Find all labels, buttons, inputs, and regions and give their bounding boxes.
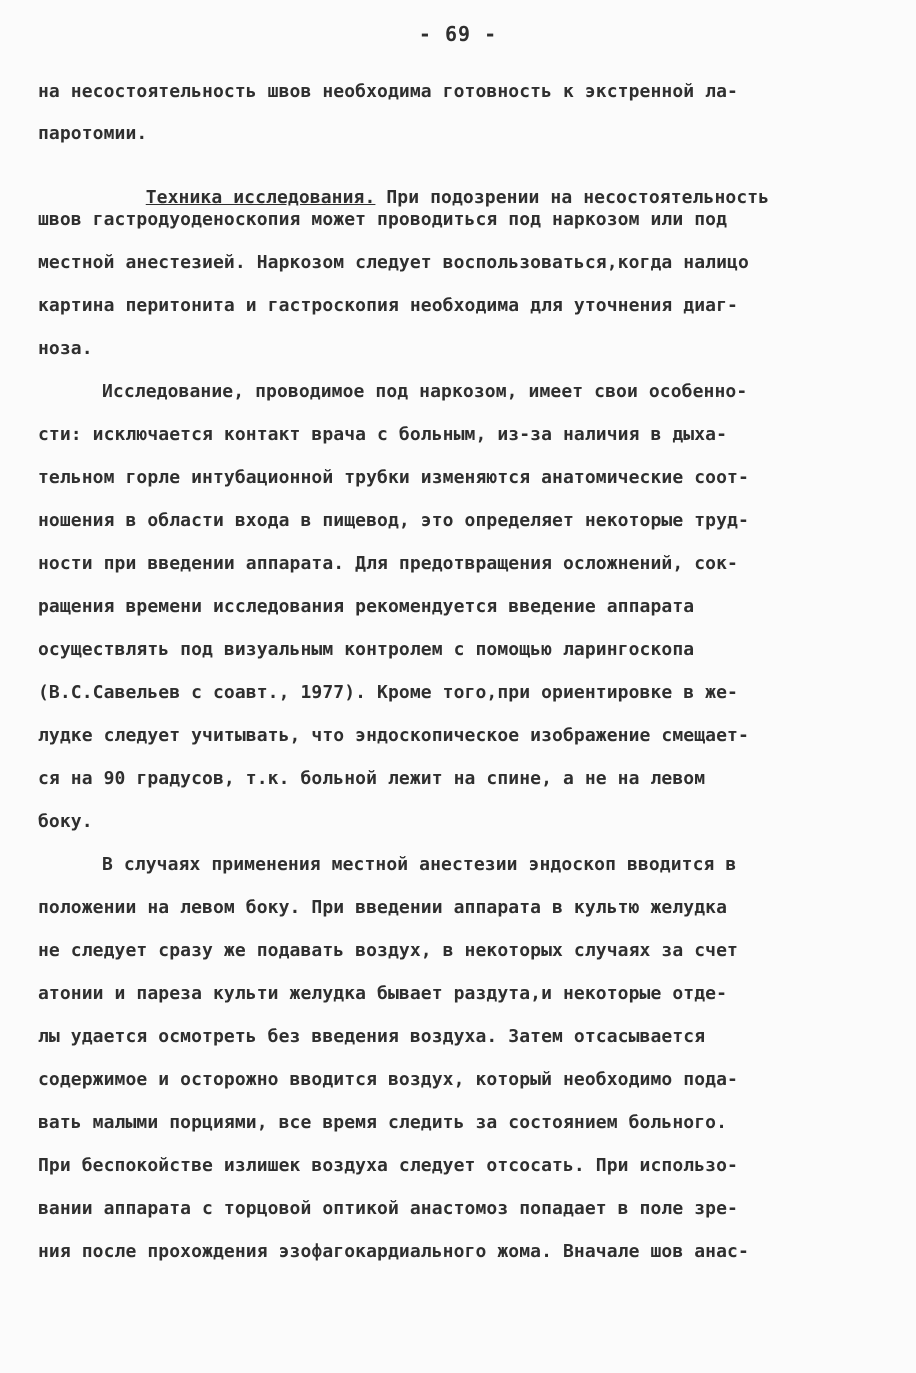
text-line: не следует сразу же подавать воздух, в некоторых случаях за счет bbox=[38, 940, 738, 961]
text-line: ноза. bbox=[38, 338, 93, 359]
text-line: содержимое и осторожно вводится воздух, который необходимо пода- bbox=[38, 1069, 738, 1090]
text-line: ности при введении аппарата. Для предотвращения осложнений, сок- bbox=[38, 553, 738, 574]
text-line: боку. bbox=[38, 811, 93, 832]
section-heading: Техника исследования. bbox=[145, 187, 376, 208]
text-line: положении на левом боку. При введении аппарата в культю желудка bbox=[38, 897, 728, 918]
text-line: атонии и пареза культи желудка бывает раздута,и некоторые отде- bbox=[38, 983, 728, 1004]
text-line: ся на 90 градусов, т.к. больной лежит на спине, а не на левом bbox=[38, 768, 706, 789]
text-line: Исследование, проводимое под наркозом, имеет свои особенно- bbox=[102, 381, 748, 402]
page-number: - 69 - bbox=[418, 22, 498, 46]
text-line: паротомии. bbox=[38, 123, 148, 144]
text-line: В случаях применения местной анестезии эндоскоп вводится в bbox=[102, 854, 737, 875]
text-line: ращения времени исследования рекомендуется введение аппарата bbox=[38, 596, 695, 617]
text-line: ношения в области входа в пищевод, это определяет некоторые труд- bbox=[38, 510, 749, 531]
text-line: местной анестезией. Наркозом следует воспользоваться,когда налицо bbox=[38, 252, 749, 273]
text-line: При беспокойстве излишек воздуха следует отсосать. При использо- bbox=[38, 1155, 738, 1176]
text-line: лы удается осмотреть без введения воздуха. Затем отсасывается bbox=[38, 1026, 706, 1047]
text-line: вании аппарата с торцовой оптикой анастомоз попадает в поле зре- bbox=[38, 1198, 738, 1219]
text-line: вать малыми порциями, все время следить за состоянием больного. bbox=[38, 1112, 728, 1133]
text-line: осуществлять под визуальным контролем с помощью ларингоскопа bbox=[38, 639, 695, 660]
text-line: ния после прохождения эзофагокардиального жома. Вначале шов анас- bbox=[38, 1241, 749, 1262]
text-line: на несостоятельность швов необходима готовность к экстренной ла- bbox=[38, 81, 738, 102]
text-line: сти: исключается контакт врача с больным, из-за наличия в дыха- bbox=[38, 424, 728, 445]
text-line: тельном горле интубационной трубки изменяются анатомические соот- bbox=[38, 467, 749, 488]
text-line: швов гастродуоденоскопия может проводиться под наркозом или под bbox=[38, 209, 728, 230]
text-line: лудке следует учитывать, что эндоскопическое изображение смещает- bbox=[38, 725, 749, 746]
text-span: При подозрении на несостоятельность bbox=[386, 187, 770, 208]
text-line: (В.С.Савельев с соавт., 1977). Кроме того,при ориентировке в же- bbox=[38, 682, 738, 703]
text-line: картина перитонита и гастроскопия необходима для уточнения диаг- bbox=[38, 295, 738, 316]
